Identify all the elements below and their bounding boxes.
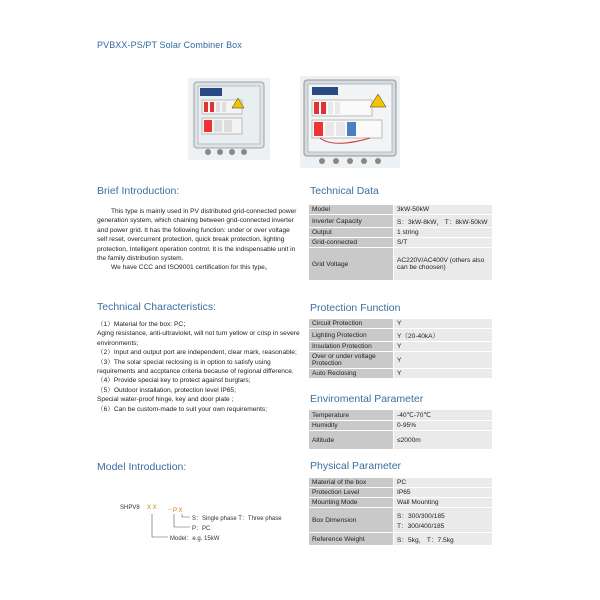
param-name: Box Dimension — [309, 508, 394, 533]
tech-characteristics-heading: Technical Characteristics: — [97, 301, 217, 313]
combiner-box-open-photo — [300, 76, 400, 168]
environmental-heading: Enviromental Parameter — [310, 393, 424, 405]
param-name: Inverter Capacity — [309, 215, 394, 228]
param-name: Protection Level — [309, 488, 394, 498]
table-row — [309, 238, 493, 248]
param-value: 3kW-50kW — [394, 205, 493, 215]
param-name: Reference Weight — [309, 533, 394, 546]
param-name: Output — [309, 228, 394, 238]
table-row — [309, 329, 493, 342]
param-value: 0-95% — [394, 421, 493, 431]
param-value: Y — [394, 352, 493, 369]
param-value: S：300/300/185 T：300/400/185 — [394, 508, 493, 533]
brief-intro-body — [97, 207, 297, 273]
table-row — [309, 248, 493, 281]
param-value: S：5kg， T：7.5kg — [394, 533, 493, 546]
param-value: Y — [394, 319, 493, 329]
technical-data-heading: Technical Data — [310, 185, 379, 197]
model-code-leader-lines — [120, 495, 310, 555]
environmental-table — [308, 409, 493, 450]
table-row — [309, 498, 493, 508]
model-intro-heading: Model Introduction: — [97, 461, 187, 473]
table-row — [309, 369, 493, 379]
model-code-xx: X X — [147, 505, 157, 511]
table-row — [309, 488, 493, 498]
table-row — [309, 215, 493, 228]
brief-intro-heading: Brief Introduction: — [97, 185, 180, 197]
param-name: Grid Voltage — [309, 248, 394, 281]
table-row — [309, 431, 493, 450]
param-value: Y（20-40kA） — [394, 329, 493, 342]
param-name: Model — [309, 205, 394, 215]
table-row — [309, 228, 493, 238]
tech-char-line: （3）The solar special reclosing is in option to satisfy using requirements and accptance criteria because of regional difference. — [97, 358, 294, 376]
physical-parameter-table — [308, 477, 493, 546]
param-value: Wall Mounting — [394, 498, 493, 508]
brief-intro-paragraph: This type is mainly used in PV distributed grid-connected power generation system, which chaining between grid-connected inverter and power grid. It has the following function: under or over voltage self reset, overcurrent protection, quick break protection, lighting protection, Intelligent operation control. It is the indispensable unit in the family distribution system. — [97, 208, 297, 263]
model-code-p: －P X — [167, 508, 183, 514]
tech-char-line: （2）Input and output port are independent, clear mark, reasonable; — [97, 349, 297, 357]
param-name: Grid-connected — [309, 238, 394, 248]
param-name: Over or under voltage Protection — [309, 352, 394, 369]
param-name: Humidity — [309, 421, 394, 431]
param-name: Mounting Mode — [309, 498, 394, 508]
tech-char-line: Aging resistance, anti-ultraviolet, will not turn yellow or crisp in severe environments; — [97, 330, 300, 347]
param-value: Y — [394, 369, 493, 379]
param-value: Y — [394, 342, 493, 352]
model-label-phase: S：Single phase T：Three phase — [192, 516, 282, 522]
table-row — [309, 508, 493, 533]
model-label-material: P：PC — [192, 526, 211, 532]
tech-char-line: （1）Material for the box: PC； — [97, 321, 190, 328]
model-code-prefix: SHPV8 — [120, 505, 140, 511]
param-name: Lighting Protection — [309, 329, 394, 342]
model-code-diagram — [120, 495, 310, 555]
physical-parameter-heading: Physical Parameter — [310, 460, 402, 472]
protection-function-heading: Protection Function — [310, 302, 401, 314]
table-row — [309, 342, 493, 352]
tech-char-line: （5）Outdoor installation, protection level IP65; — [97, 386, 236, 394]
table-row — [309, 478, 493, 488]
param-value: S：3kW-8kW， T：8kW-50kW — [394, 215, 493, 228]
param-value: -40℃-70℃ — [394, 410, 493, 421]
param-name: Material of the box — [309, 478, 394, 488]
protection-function-table — [308, 318, 493, 379]
param-value: ≤2000m — [394, 431, 493, 450]
param-name: Altitude — [309, 431, 394, 450]
param-value: 1 string — [394, 228, 493, 238]
param-value: AC220V/AC400V (others also can be choosen) — [394, 248, 493, 281]
product-title: PVBXX-PS/PT Solar Combiner Box — [97, 40, 242, 50]
table-row — [309, 352, 493, 369]
tech-char-line: （4）Provide special key to protect against burglars; — [97, 377, 251, 385]
tech-char-line: Special water-proof hinge, key and door plate ; — [97, 396, 234, 404]
table-row — [309, 533, 493, 546]
param-value: PC — [394, 478, 493, 488]
technical-data-table — [308, 204, 493, 281]
model-label-capacity: Model：e.g. 15kW — [170, 536, 220, 542]
brief-intro-certification: We have CCC and ISO9001 certification for this type。 — [111, 264, 272, 272]
param-name: Insulation Protection — [309, 342, 394, 352]
table-row — [309, 421, 493, 431]
table-row — [309, 205, 493, 215]
tech-characteristics-body — [97, 320, 302, 414]
param-value: IP65 — [394, 488, 493, 498]
combiner-box-closed-photo — [188, 78, 270, 160]
param-name: Auto Reclosing — [309, 369, 394, 379]
tech-char-line: （6）Can be custom-made to suit your own requirements; — [97, 405, 268, 413]
param-value: S/T — [394, 238, 493, 248]
table-row — [309, 410, 493, 421]
table-row — [309, 319, 493, 329]
param-name: Circuit Protection — [309, 319, 394, 329]
param-name: Temperature — [309, 410, 394, 421]
